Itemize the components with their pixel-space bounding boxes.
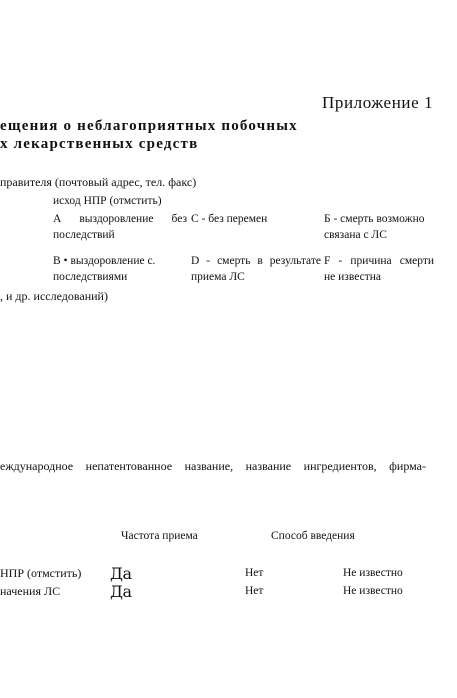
row-1-unknown: Не известно [343, 567, 403, 579]
row-2-yes: Да [110, 582, 132, 601]
outcome-d-line2: приема ЛС [191, 270, 245, 283]
form-title-line-1: ещения о неблагоприятных побочных [0, 118, 298, 134]
research-note: , и др. исследований) [0, 289, 108, 303]
outcome-c [191, 212, 319, 228]
outcome-e [324, 212, 434, 243]
outcome-c-text: С - без перемен [191, 213, 268, 225]
outcome-b [53, 254, 187, 285]
outcome-f [324, 254, 434, 285]
outcome-heading: исход НПР (отмстить) [53, 195, 162, 207]
outcome-a-line2: последствий [53, 228, 115, 241]
outcome-a-rest: выздоровление без [79, 213, 187, 225]
row-1-no: Нет [245, 567, 264, 579]
outcome-a-prefix: А [53, 213, 62, 225]
row-1-label: НПР (отмстить) [0, 566, 82, 580]
outcome-f-line2: не известна [324, 270, 381, 283]
outcome-e-line2: связана с ЛС [324, 228, 387, 241]
outcome-d-line1: D - смерть в результате [191, 255, 321, 267]
column-frequency: Частота приема [121, 530, 198, 542]
outcome-a [53, 212, 187, 243]
form-title-line-2: х лекарственных средств [0, 136, 199, 152]
appendix-label: Приложение 1 [322, 93, 434, 112]
drug-name-line: еждународное непатентованное название, название ингредиентов, фирма- [0, 459, 426, 473]
row-2-no: Нет [245, 585, 264, 597]
row-2-label: начения ЛС [0, 584, 61, 598]
row-1-yes: Да [110, 564, 132, 583]
outcome-d [191, 254, 321, 285]
column-route: Способ введения [271, 530, 355, 542]
outcome-b-line2: последствиями [53, 270, 128, 283]
sender-info: правителя (почтовый адрес, тел. факс) [0, 175, 197, 189]
row-2-unknown: Не известно [343, 585, 403, 597]
outcome-e-line1: Б - смерть возможно [324, 213, 425, 225]
outcome-f-line1: F - причина смерти [324, 255, 434, 267]
outcome-b-line1: В • выздоровление с. [53, 255, 156, 267]
